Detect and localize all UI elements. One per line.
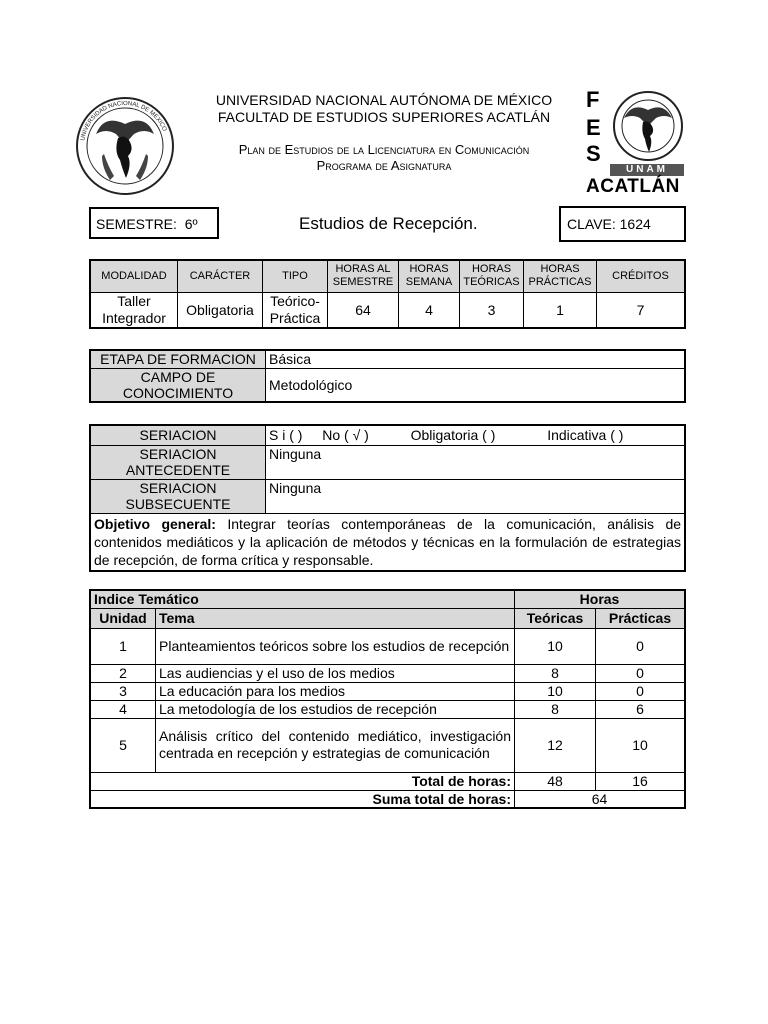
header-horas-semana: HORAS SEMANA	[399, 260, 460, 292]
clave-text: CLAVE: 1624	[567, 216, 651, 232]
col-tema: Tema	[156, 608, 515, 628]
program-name: Programa de Asignatura	[316, 158, 452, 173]
row-practicas: 0	[596, 664, 686, 682]
col-teoricas: Teóricas	[515, 608, 596, 628]
campo-value: Metodológico	[266, 368, 686, 402]
seriacion-label: SERIACION	[90, 425, 266, 445]
unam-seal-logo	[74, 94, 176, 198]
fes-acatlan-logo	[584, 88, 688, 200]
faculty-name: FACULTAD DE ESTUDIOS SUPERIORES ACATLÁN	[217, 109, 551, 125]
row-teoricas: 10	[515, 628, 596, 664]
row-unidad: 1	[90, 628, 156, 664]
row-unidad: 3	[90, 682, 156, 700]
row-teoricas: 10	[515, 682, 596, 700]
fes-letter-f: F	[586, 87, 600, 112]
university-name: UNIVERSIDAD NACIONAL AUTÓNOMA DE MÉXICO	[215, 92, 553, 108]
seriacion-table	[89, 424, 686, 572]
row-practicas: 0	[596, 628, 686, 664]
value-modalidad: Taller Integrador	[90, 292, 178, 328]
etapa-table	[89, 349, 686, 403]
objetivo-general	[90, 513, 685, 571]
etapa-label: ETAPA DE FORMACION	[90, 350, 266, 368]
value-horas-teoricas: 3	[460, 292, 524, 328]
table-row	[90, 628, 685, 664]
indice-horas: Horas	[515, 590, 686, 608]
plan-name: Plan de Estudios de la Licenciatura en Comunicación	[238, 142, 530, 157]
seriacion-obligatoria: Obligatoria ( )	[410, 427, 496, 444]
table-row	[90, 718, 685, 772]
header-horas-teoricas: HORAS TEÓRICAS	[460, 260, 524, 292]
value-creditos: 7	[597, 292, 686, 328]
row-practicas: 6	[596, 700, 686, 718]
row-practicas: 0	[596, 682, 686, 700]
semester-label: SEMESTRE:	[96, 216, 177, 232]
header-horas-semestre: HORAS AL SEMESTRE	[328, 260, 399, 292]
row-tema: La educación para los medios	[156, 682, 515, 700]
objetivo-text: Integrar teorías contemporáneas de la comunicación, análisis de contenidos mediáticos y la aplicación de métodos y técnicas en la formulación de estrategias de recepción, de forma crítica y responsable.	[94, 515, 682, 568]
value-horas-practicas: 1	[524, 292, 597, 328]
course-title: Estudios de Recepción.	[299, 214, 478, 233]
seal-arc-text: UNIVERSIDAD NACIONAL DE MEXICO	[80, 100, 168, 142]
value-tipo: Teórico-Práctica	[263, 292, 328, 328]
suma-label: Suma total de horas:	[90, 790, 515, 808]
total-practicas: 16	[596, 772, 686, 790]
seriacion-si: S i ( )	[269, 427, 303, 444]
subsecuente-label: SERIACION SUBSECUENTE	[90, 479, 266, 513]
row-tema: Análisis crítico del contenido mediático, investigación centrada en recepción y estrategias de comunicación	[156, 718, 515, 772]
subsecuente-value: Ninguna	[266, 479, 686, 513]
header-modalidad: MODALIDAD	[90, 260, 178, 292]
total-teoricas: 48	[515, 772, 596, 790]
row-tema: Planteamientos teóricos sobre los estudios de recepción	[156, 628, 515, 664]
header-creditos: CRÉDITOS	[597, 260, 686, 292]
total-label: Total de horas:	[90, 772, 515, 790]
suma-value: 64	[515, 790, 686, 808]
seriacion-indicativa: Indicativa ( )	[547, 427, 624, 444]
value-horas-semestre: 64	[328, 292, 399, 328]
seriacion-options	[266, 425, 686, 445]
antecedente-value: Ninguna	[266, 445, 686, 479]
row-unidad: 2	[90, 664, 156, 682]
row-practicas: 10	[596, 718, 686, 772]
etapa-value: Básica	[266, 350, 686, 368]
row-tema: La metodología de los estudios de recepción	[156, 700, 515, 718]
indice-table	[89, 589, 686, 809]
row-tema: Las audiencias y el uso de los medios	[156, 664, 515, 682]
value-caracter: Obligatoria	[178, 292, 263, 328]
antecedente-label: SERIACION ANTECEDENTE	[90, 445, 266, 479]
clave-box	[559, 206, 686, 242]
col-practicas: Prácticas	[596, 608, 686, 628]
row-teoricas: 8	[515, 664, 596, 682]
indice-title: Indice Temático	[90, 590, 515, 608]
table-row	[90, 664, 685, 682]
campo-label: CAMPO DE CONOCIMIENTO	[90, 368, 266, 402]
col-unidad: Unidad	[90, 608, 156, 628]
fes-letter-s: S	[586, 141, 601, 166]
row-unidad: 5	[90, 718, 156, 772]
value-horas-semana: 4	[399, 292, 460, 328]
table-row	[90, 700, 685, 718]
acatlan-wordmark: ACATLÁN	[586, 176, 680, 197]
unam-banner: UNAM	[610, 164, 684, 176]
row-unidad: 4	[90, 700, 156, 718]
row-teoricas: 8	[515, 700, 596, 718]
header-tipo: TIPO	[263, 260, 328, 292]
row-teoricas: 12	[515, 718, 596, 772]
header-horas-practicas: HORAS PRÁCTICAS	[524, 260, 597, 292]
fes-seal-icon	[612, 90, 684, 162]
semester-box	[89, 207, 219, 239]
seriacion-no: No ( √ )	[322, 427, 369, 444]
semester-value: 6º	[184, 216, 198, 232]
fes-letter-e: E	[586, 115, 601, 140]
objetivo-label: Objetivo general:	[94, 515, 216, 532]
info-table	[89, 259, 686, 329]
header-caracter: CARÁCTER	[178, 260, 263, 292]
table-row	[90, 682, 685, 700]
